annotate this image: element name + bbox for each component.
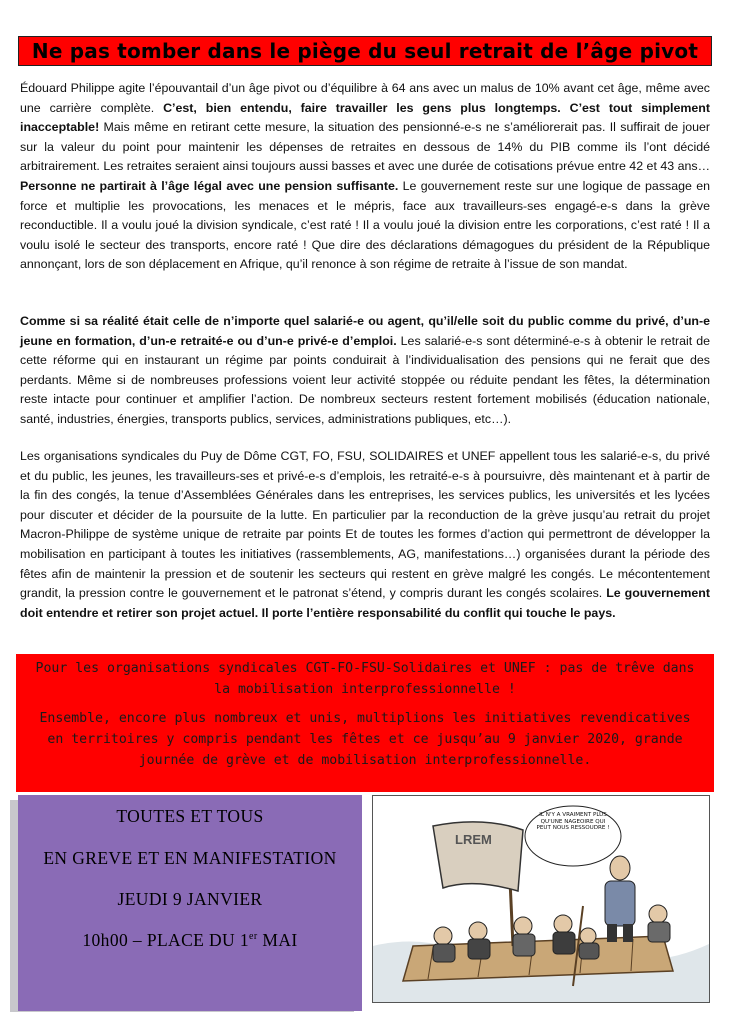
figure-body bbox=[553, 932, 575, 954]
cartoon-image bbox=[372, 795, 710, 1003]
cartoon-drawing bbox=[373, 796, 709, 1002]
figure-body bbox=[433, 944, 455, 962]
event-line-4 bbox=[18, 930, 362, 951]
speech-text: IL N'Y A VRAIMENT PLUS QU'UNE NAGEOIRE QUI PEUT NOUS RESSOUDRE ! bbox=[536, 812, 610, 832]
figure-body bbox=[468, 939, 490, 959]
title-banner bbox=[18, 36, 712, 66]
paragraph-2 bbox=[20, 312, 710, 430]
figure-leg bbox=[607, 924, 617, 942]
figure-head bbox=[469, 922, 487, 940]
text-run: Le gouvernement reste sur une logique de passage en force et multiplie les provocations, les menaces et le mépris, face aux travailleurs-ses engagé-e-s dans la grève reconductible. Il a voulu joué la division syndicale, c’est raté ! Il a voulu joué la division entre les corporations, c’est raté ! Il a voulu isolé le secteur des transports, encore raté ! Que dire des déclarations démagogues du président de la République annonçant, lors de son déplacement en Afrique, qu’il renonce à son régime de retraite à l’issue de son mandat. bbox=[20, 178, 710, 272]
paragraph-3 bbox=[20, 447, 710, 623]
callout-line-1: Pour les organisations syndicales CGT-FO-FSU-Solidaires et UNEF : pas de trêve dans la mobilisation interprofessionnelle ! bbox=[35, 661, 695, 697]
event-time-place: 10h00 – PLACE DU 1 bbox=[82, 930, 250, 950]
figure-head bbox=[610, 856, 630, 880]
text-run: Mais même en retirant cette mesure, la situation des pensionné-e-s ne s’améliorerait pas. Il suffirait de jouer sur la valeur du point pour maintenir les dépenses de retraites en dessous de 14% du PIB comme ils l’ont décidé arbitrairement. Les retraites seraient ainsi toujours aussi basses et avec une durée de cotisations prévue entre 42 et 43 ans… bbox=[20, 120, 710, 174]
speech-text-container bbox=[533, 812, 613, 862]
text-run: Les salarié-e-s sont déterminé-e-s à obtenir le retrait de cette réforme qui en instaurant un régime par points conduirait à l’individualisation des pensions qui ne ferait que des perdants. Même si de nombreuses professions voient leur activité stoppée ou réduite pendant les fêtes, la détermination reste intacte pour continuer et amplifier l’action. De nombreux secteurs restent fortement mobilisés (éducation nationale, santé, industries, énergies, transports publics, services, administrations publiques, etc…). bbox=[20, 333, 710, 426]
figure-body bbox=[605, 881, 635, 926]
event-ordinal: er bbox=[249, 931, 258, 943]
figure-body bbox=[648, 922, 670, 942]
bold-text-run: C’est, bien entendu, faire travailler les gens plus longtemps. C’est tout simplement inacceptable! bbox=[20, 100, 710, 135]
callout-box bbox=[16, 654, 714, 792]
figure-head bbox=[580, 928, 596, 944]
figure-head bbox=[554, 915, 572, 933]
bold-text-run: Comme si sa réalité était celle de n’importe quel salarié-e ou agent, qu’il/elle soit du public comme du privé, d’un-e jeune en formation, d’un-e retraité-e ou d’un-e privé-e d’emploi. bbox=[20, 314, 710, 348]
figure-body bbox=[513, 934, 535, 956]
text-run: Édouard Philippe agite l’épouvantail d’un âge pivot ou d’équilibre à 64 ans avec un malus de 10% avant cet âge, même avec une carrière complète. bbox=[20, 81, 710, 115]
sail-text: LREM bbox=[455, 832, 492, 847]
event-line-2: EN GREVE ET EN MANIFESTATION bbox=[43, 848, 337, 868]
text-run: Les organisations syndicales du Puy de Dôme CGT, FO, FSU, SOLIDAIRES et UNEF appellent tous les salarié-e-s, du privé et du public, les jeunes, les travailleurs-ses et privé-e-s d’emplois, les retraité-e-s à poursuivre, dès maintenant et à partir de la fin des congés, la tenue d’Assemblées Générales dans les entreprises, les services publics, les universités et les lycées pour discuter et décider de la poursuite de la lutte. En particulier par la reconduction de la grève jusqu’au retrait du projet Macron-Philippe de système unique de retraite par points Et de toutes les formes d’action qui permettront de développer la mobilisation en participant à toutes les initiatives (rassemblements, AG, manifestations…) organisées durant la période des fêtes afin de maintenir la pression et de soutenir les secteurs qui restent en grève malgré les congés. Le mécontentement grandit, la pression contre le gouvernement et le patronat s’étend, y compris durant les congés scolaires. bbox=[20, 449, 710, 601]
figure-body bbox=[579, 943, 599, 959]
event-line-3: JEUDI 9 JANVIER bbox=[117, 889, 263, 909]
callout-line-2: Ensemble, encore plus nombreux et unis, multiplions les initiatives revendicatives en territoires y compris pendant les fêtes et ce jusqu’au 9 janvier 2020, grande journée de grève et de mobilisation interprofessionnelle. bbox=[39, 711, 691, 768]
paragraph-1 bbox=[20, 79, 710, 275]
figure-leg bbox=[623, 924, 633, 942]
page-title: Ne pas tomber dans le piège du seul retrait de l’âge pivot bbox=[31, 39, 699, 63]
figure-head bbox=[649, 905, 667, 923]
bold-text-run: Personne ne partirait à l’âge légal avec une pension suffisante. bbox=[20, 178, 399, 193]
event-place-suffix: MAI bbox=[257, 930, 298, 950]
figure-head bbox=[514, 917, 532, 935]
event-line-1: TOUTES ET TOUS bbox=[116, 806, 264, 826]
bold-text-run: Le gouvernement doit entendre et retirer son projet actuel. Il porte l’entière responsabilité du conflit qui touche le pays. bbox=[20, 586, 710, 620]
figure-head bbox=[434, 927, 452, 945]
